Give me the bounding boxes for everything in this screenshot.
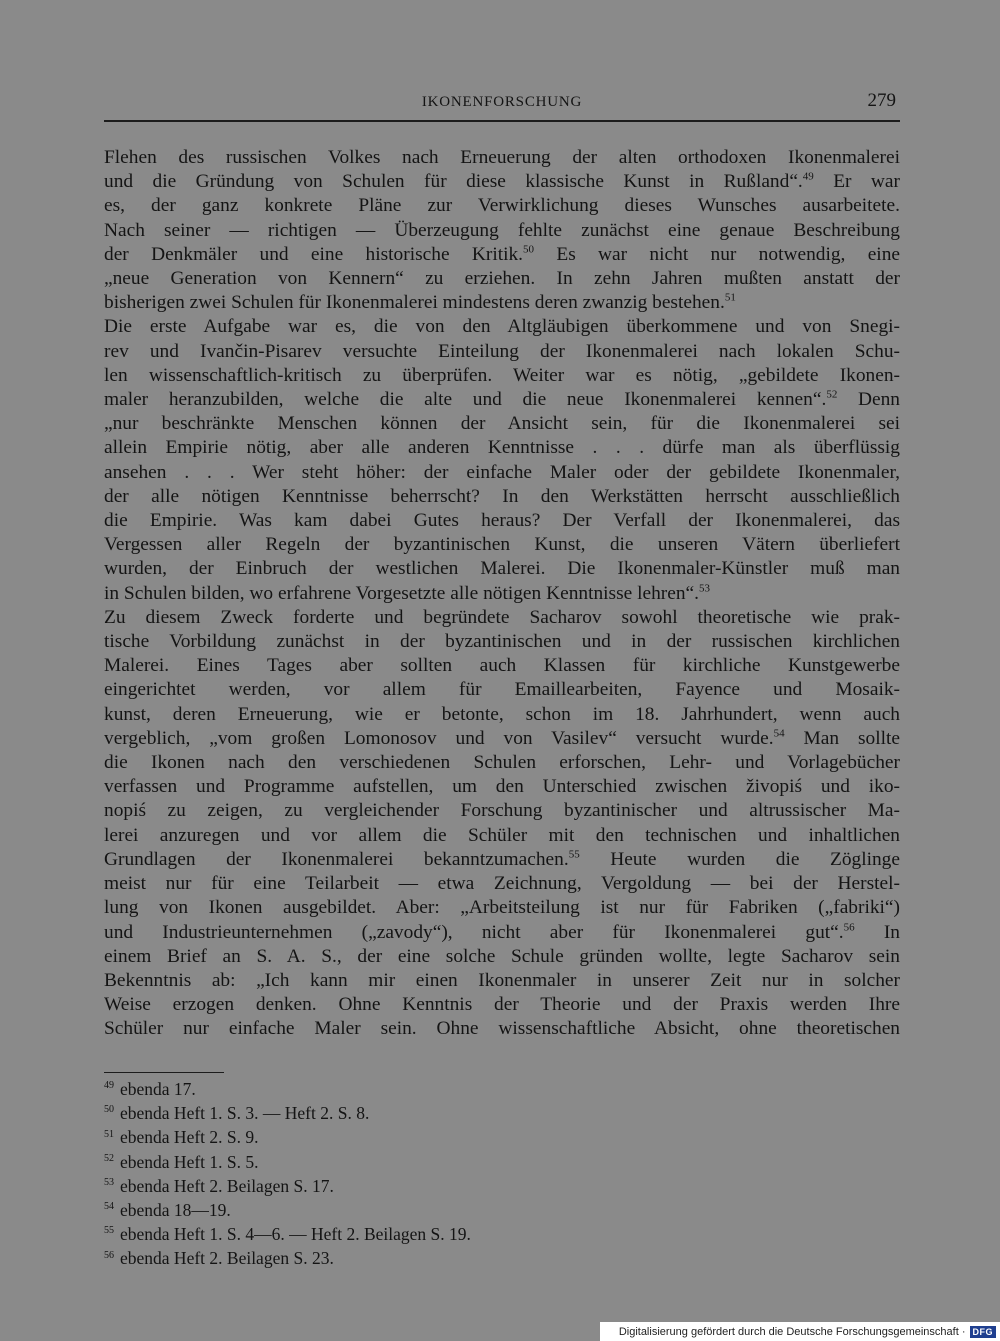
footnote-number: 54: [104, 1201, 114, 1213]
text-line: [104, 146, 900, 170]
footnote-number: 52: [104, 1152, 114, 1164]
line-text: es, der ganz konkrete Pläne zur Verwirklichung dieses Wunsches ausarbeitete.: [104, 195, 900, 217]
dfg-logo: DFG: [970, 1326, 997, 1338]
footnote-reference: 50: [523, 243, 535, 256]
line-text-continued: Es war nicht nur notwendig, eine: [534, 243, 900, 265]
footnote-reference: 49: [802, 170, 814, 183]
footnote: [104, 1101, 704, 1125]
footnote-text: ebenda 18—19.: [120, 1200, 231, 1221]
text-line: [104, 291, 900, 315]
body-text: [104, 146, 900, 1042]
text-line: [104, 824, 900, 848]
footnote-number: 56: [104, 1249, 114, 1261]
line-text: Nach seiner — richtigen — Überzeugung fehlte zunächst eine genaue Beschreibung: [104, 219, 900, 241]
line-text: maler heranzubilden, welche die alte und die neue Ikonenmalerei kennen“.: [104, 389, 827, 411]
digitization-credit-bar: [600, 1322, 1000, 1341]
line-text: und die Gründung von Schulen für diese klassische Kunst in Rußland“.: [104, 171, 803, 193]
text-line: [104, 364, 900, 388]
text-line: [104, 1017, 900, 1041]
text-line: [104, 969, 900, 993]
line-text-continued: Heute wurden die Zöglinge: [579, 848, 900, 870]
header-rule: [104, 120, 900, 122]
text-line: [104, 509, 900, 533]
footnote-reference: 51: [724, 291, 736, 304]
line-text: verfassen und Programme aufstellen, um den Unterschied zwischen živopiś und iko-: [104, 776, 900, 798]
line-text: der alle nötigen Kenntnisse beherrscht? In den Werkstätten herrscht ausschließlich: [104, 485, 900, 507]
line-text: Grundlagen der Ikonenmalerei bekanntzumachen.: [104, 848, 569, 870]
credit-text: Digitalisierung gefördert durch die Deutsche Forschungsgemeinschaft ·: [618, 1325, 966, 1338]
line-text: „neue Generation von Kennern“ zu erziehen. In zehn Jahren mußten anstatt der: [104, 268, 900, 290]
text-line: [104, 533, 900, 557]
text-line: [104, 751, 900, 775]
text-line: [104, 243, 900, 267]
footnote-number: 51: [104, 1128, 114, 1140]
text-line: [104, 315, 900, 339]
text-line: [104, 654, 900, 678]
footnote-text: ebenda Heft 2. S. 9.: [120, 1127, 259, 1148]
line-text: meist nur für eine Teilarbeit — etwa Zeichnung, Vergoldung — bei der Herstel-: [104, 873, 900, 895]
line-text: Malerei. Eines Tages aber sollten auch Klassen für kirchliche Kunstgewerbe: [104, 655, 900, 677]
footnote-reference: 56: [843, 921, 855, 934]
text-line: [104, 727, 900, 751]
text-line: [104, 872, 900, 896]
line-text: Flehen des russischen Volkes nach Erneuerung der alten orthodoxen Ikonenmalerei: [104, 147, 900, 168]
footnote-reference: 52: [826, 388, 838, 401]
text-line: [104, 267, 900, 291]
line-text: in Schulen bilden, wo erfahrene Vorgesetzte alle nötigen Kenntnisse lehren“.: [104, 582, 700, 604]
text-line: [104, 945, 900, 969]
line-text-continued: Er war: [813, 171, 900, 193]
footnote-text: ebenda Heft 1. S. 4—6. — Heft 2. Beilagen S. 19.: [120, 1224, 471, 1245]
text-line: [104, 678, 900, 702]
text-line: [104, 582, 900, 606]
line-text: len wissenschaftlich-kritisch zu überprüfen. Weiter war es nötig, „gebildete Ikonen-: [104, 364, 900, 386]
line-text: bisherigen zwei Schulen für Ikonenmalerei mindestens deren zwanzig bestehen.: [104, 292, 725, 314]
text-line: [104, 194, 900, 218]
paragraph: [104, 146, 900, 315]
line-text: rev und Ivančin-Pisarev versuchte Einteilung der Ikonenmalerei nach lokalen Schu-: [104, 340, 900, 362]
footnote: [104, 1150, 704, 1174]
line-text: Die erste Aufgabe war es, die von den Altgläubigen überkommene und von Snegi-: [104, 316, 900, 338]
line-text: der Denkmäler und eine historische Kritik.: [104, 243, 524, 265]
footnote-number: 49: [104, 1080, 114, 1092]
footnote-number: 50: [104, 1104, 114, 1116]
text-line: [104, 388, 900, 412]
footnotes: [104, 1077, 704, 1271]
line-text: Zu diesem Zweck forderte und begründete Sacharov sowohl theoretische wie prak-: [104, 606, 900, 628]
line-text: Vergessen aller Regeln der byzantinischen Kunst, die unseren Vätern überliefert: [104, 534, 900, 556]
footnote-text: ebenda Heft 1. S. 5.: [120, 1151, 259, 1172]
text-line: [104, 799, 900, 823]
footnote: [104, 1198, 704, 1222]
line-text: allein Empirie nötig, aber alle anderen Kenntnisse . . . dürfe man als überflüssig: [104, 437, 900, 459]
footnote-reference: 55: [568, 848, 580, 861]
text-line: [104, 557, 900, 581]
paragraph: [104, 315, 900, 605]
line-text: Weise erzogen denken. Ohne Kenntnis der Theorie und der Praxis werden Ihre: [104, 994, 900, 1016]
text-line: [104, 848, 900, 872]
line-text: Schüler nur einfache Maler sein. Ohne wissenschaftliche Absicht, ohne theoretischen: [104, 1018, 900, 1040]
line-text: Bekenntnis ab: „Ich kann mir einen Ikonenmaler in unserer Zeit nur in solcher: [104, 969, 900, 991]
line-text-continued: Man sollte: [784, 727, 901, 749]
footnote: [104, 1077, 704, 1101]
footnote-reference: 54: [773, 727, 785, 740]
page-number: 279: [867, 90, 896, 111]
line-text: „nur beschränkte Menschen können der Ansicht sein, für die Ikonenmalerei sei: [104, 413, 900, 435]
text-line: [104, 993, 900, 1017]
text-line: [104, 412, 900, 436]
footnote-text: ebenda 17.: [120, 1079, 196, 1099]
footnote-text: ebenda Heft 2. Beilagen S. 23.: [120, 1248, 334, 1269]
line-text: und Industrieunternehmen („zavody“), nicht aber für Ikonenmalerei gut“.: [104, 921, 844, 943]
footnote-reference: 53: [699, 582, 711, 595]
line-text: ansehen . . . Wer steht höher: der einfache Maler oder der gebildete Ikonenmaler,: [104, 461, 900, 483]
text-line: [104, 896, 900, 920]
footnote: [104, 1174, 704, 1198]
line-text: kunst, deren Erneuerung, wie er betonte, schon im 18. Jahrhundert, wenn auch: [104, 703, 900, 725]
text-line: [104, 606, 900, 630]
footnote: [104, 1222, 704, 1246]
footnote-rule: [104, 1072, 224, 1073]
paragraph: [104, 606, 900, 1042]
line-text: die Empirie. Was kam dabei Gutes heraus? Der Verfall der Ikonenmalerei, das: [104, 510, 900, 532]
line-text: nopiś zu zeigen, zu vergleichender Forschung byzantinischer und altrussischer Ma-: [104, 800, 900, 822]
footnote-number: 55: [104, 1225, 114, 1237]
line-text: lerei anzuregen und vor allem die Schüler mit den technischen und inhaltlichen: [104, 824, 900, 846]
text-line: [104, 170, 900, 194]
text-line: [104, 485, 900, 509]
page-header: [104, 90, 900, 114]
text-line: [104, 340, 900, 364]
line-text-continued: Denn: [837, 389, 900, 411]
line-text: eingerichtet werden, vor allem für Emaillearbeiten, Fayence und Mosaik-: [104, 679, 900, 701]
line-text-continued: In: [854, 921, 900, 943]
text-line: [104, 703, 900, 727]
text-line: [104, 775, 900, 799]
line-text: lung von Ikonen ausgebildet. Aber: „Arbeitsteilung ist nur für Fabriken („fabriki“): [104, 897, 900, 919]
line-text: tische Vorbildung zunächst in der byzantinischen und in der russischen kirchlichen: [104, 631, 900, 653]
line-text: die Ikonen nach den verschiedenen Schulen erforschen, Lehr- und Vorlagebücher: [104, 752, 900, 774]
footnote-text: ebenda Heft 1. S. 3. — Heft 2. S. 8.: [120, 1103, 370, 1124]
footnote-number: 53: [104, 1176, 114, 1188]
text-line: [104, 436, 900, 460]
text-line: [104, 461, 900, 485]
line-text: einem Brief an S. A. S., der eine solche Schule gründen wollte, legte Sacharov sein: [104, 945, 900, 967]
line-text: wurden, der Einbruch der westlichen Malerei. Die Ikonenmaler-Künstler muß man: [104, 558, 900, 580]
footnote: [104, 1125, 704, 1149]
footnote: [104, 1246, 704, 1270]
line-text: vergeblich, „vom großen Lomonosov und von Vasilev“ versucht wurde.: [104, 727, 774, 749]
text-line: [104, 630, 900, 654]
running-head: IKONENFORSCHUNG: [421, 94, 583, 110]
text-line: [104, 921, 900, 945]
text-line: [104, 219, 900, 243]
footnote-text: ebenda Heft 2. Beilagen S. 17.: [120, 1175, 334, 1196]
